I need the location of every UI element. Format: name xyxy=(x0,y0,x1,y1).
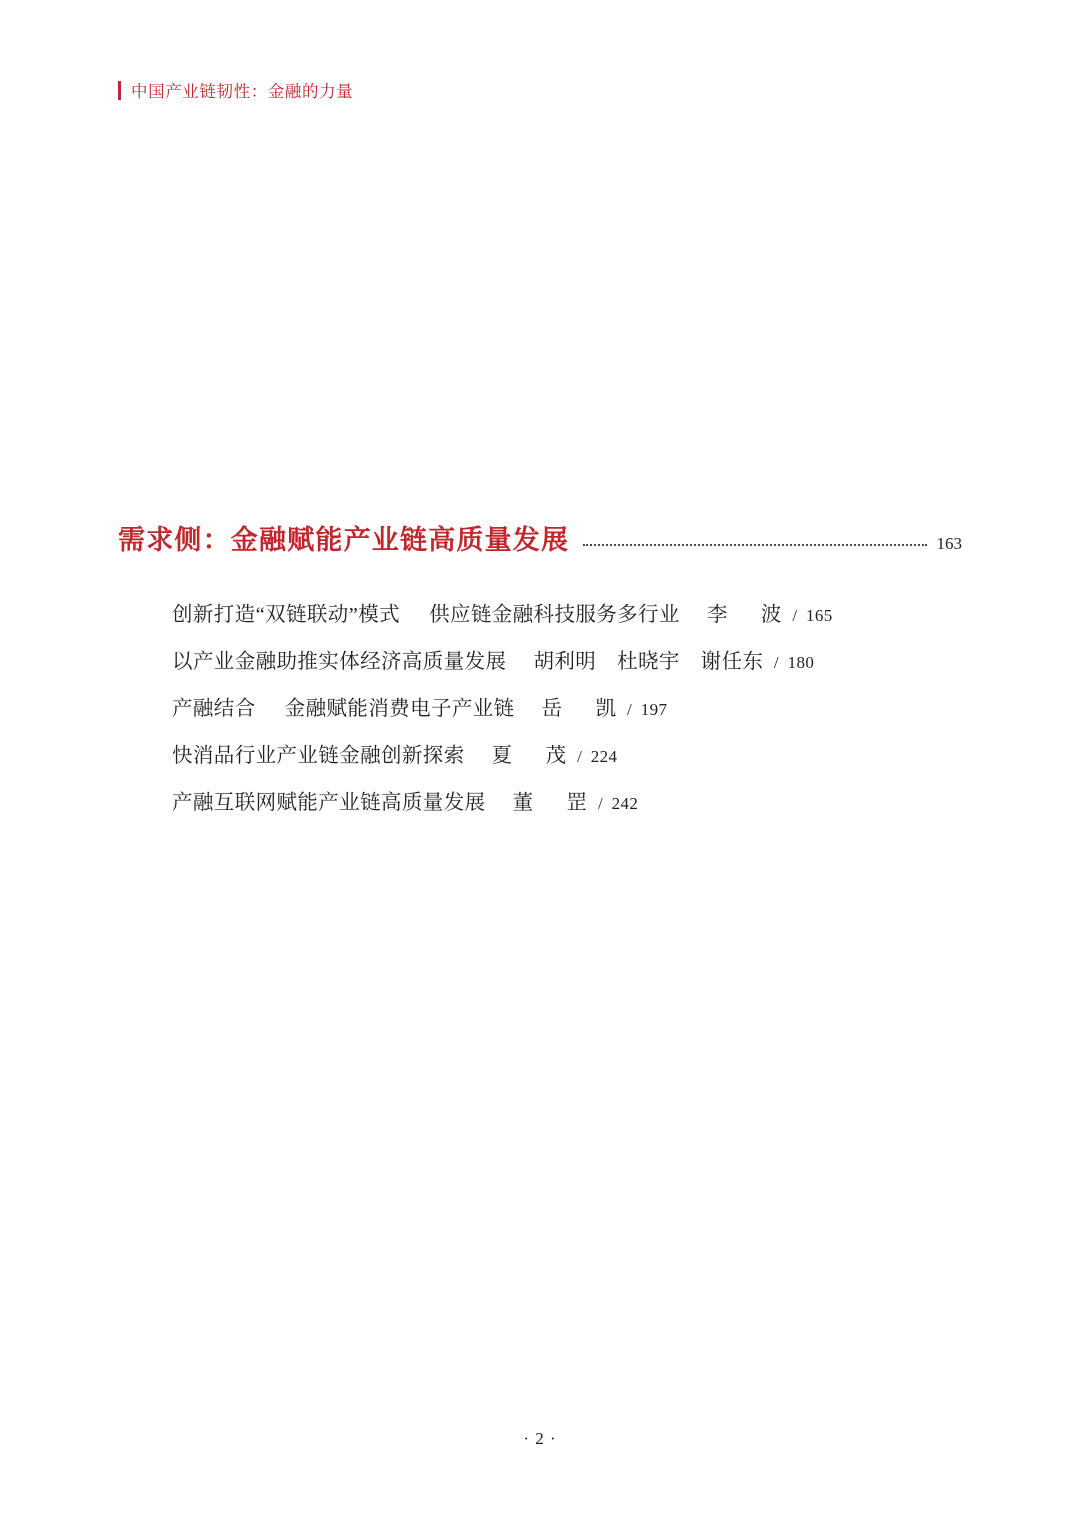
toc-entry-page-number: 165 xyxy=(806,606,833,625)
toc-section-title: 需求侧：金融赋能产业链高质量发展 xyxy=(118,525,570,555)
header-accent-rule xyxy=(118,81,121,100)
toc-entry-separator: / xyxy=(597,794,604,813)
leader-dots xyxy=(583,539,926,549)
toc-entry xyxy=(172,733,972,780)
toc-entry-author-givenname: 茂 xyxy=(545,745,567,767)
toc-entry-list xyxy=(172,592,972,827)
toc-entry xyxy=(172,780,972,827)
toc-section-page-number: 163 xyxy=(936,534,962,553)
toc-entry-separator: / xyxy=(577,747,583,766)
toc-entry-title: 产融结合 xyxy=(172,698,256,720)
toc-entry-title: 以产业金融助推实体经济高质量发展 xyxy=(172,651,507,673)
toc-entry-title: 产融互联网赋能产业链高质量发展 xyxy=(172,792,486,814)
page-folio: · 2 · xyxy=(523,1429,557,1448)
toc-entry-author-givenname: 罡 xyxy=(566,792,588,814)
toc-entry-author-givenname: 凯 xyxy=(595,698,617,720)
toc-entry xyxy=(172,592,972,639)
toc-entry-author-givenname: 波 xyxy=(760,604,782,626)
toc-entry-author-surname: 董 xyxy=(512,792,534,814)
toc-entry-author-surname: 岳 xyxy=(541,698,563,720)
running-header xyxy=(118,78,353,102)
toc-entry xyxy=(172,686,972,733)
header-title: 中国产业链韧性：金融的力量 xyxy=(131,83,354,101)
toc-entry-subtitle: 金融赋能消费电子产业链 xyxy=(284,698,515,720)
toc-section-line xyxy=(118,518,962,557)
toc-entry-title: 创新打造“双链联动”模式 xyxy=(172,604,400,626)
toc-entry-page-number: 224 xyxy=(590,747,618,766)
toc-entry-authors: 胡利明 杜晓宇 谢任东 xyxy=(533,651,764,673)
toc-section-heading xyxy=(118,518,962,557)
toc-entry-separator: / xyxy=(773,653,780,672)
toc-entry-separator: / xyxy=(627,700,633,719)
toc-entry-page-number: 180 xyxy=(787,653,815,672)
toc-entry-page-number: 197 xyxy=(640,700,668,719)
toc-entry-subtitle: 供应链金融科技服务多行业 xyxy=(429,604,680,626)
toc-entry-page-number: 242 xyxy=(611,794,639,813)
toc-entry xyxy=(172,639,972,686)
toc-entry-separator: / xyxy=(792,606,798,625)
toc-entry-title: 快消品行业产业链金融创新探索 xyxy=(172,745,465,767)
toc-entry-author-surname: 夏 xyxy=(491,745,513,767)
toc-entry-author-surname: 李 xyxy=(706,604,728,626)
